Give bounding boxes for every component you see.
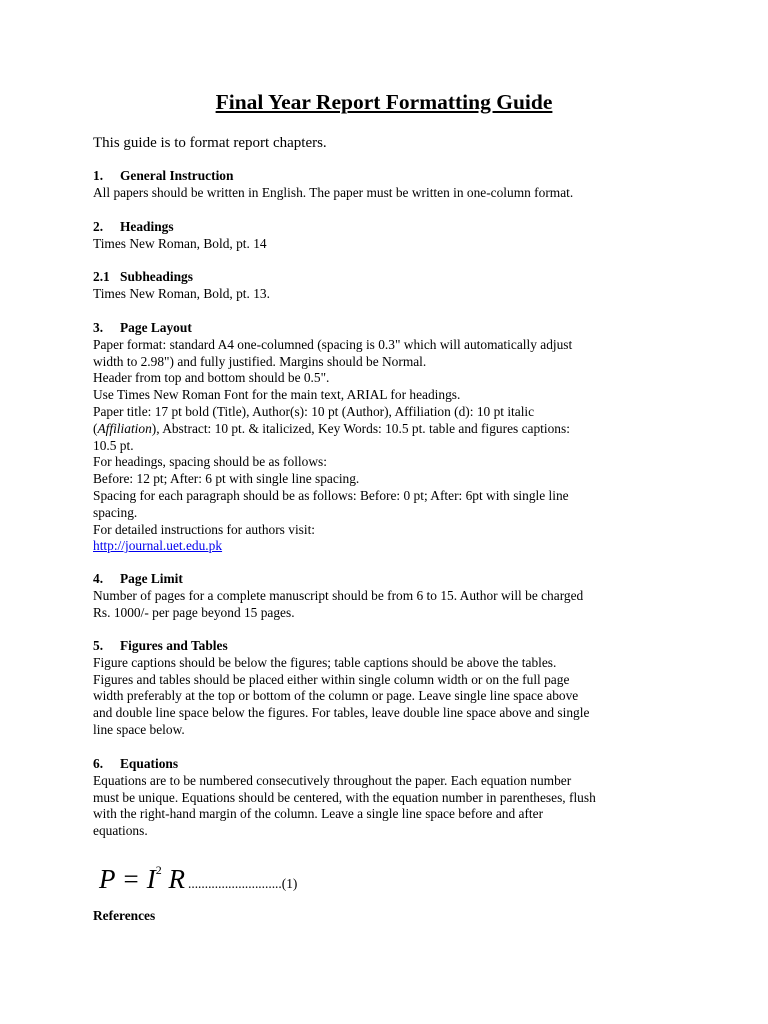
section-number: 2.	[93, 219, 104, 234]
page-title: Final Year Report Formatting Guide	[215, 90, 553, 114]
affiliation-italic: Affiliation	[97, 420, 152, 436]
section-number: 5.	[93, 638, 104, 653]
section-heading	[93, 269, 673, 286]
body-line: Times New Roman, Bold, pt. 14	[93, 235, 267, 251]
journal-link[interactable]: http://journal.uet.edu.pk	[93, 538, 223, 554]
body-line: Header from top and bottom should be 0.5".	[93, 370, 330, 386]
body-line: Figure captions should be below the figures; table captions should be above the tables.	[93, 654, 557, 670]
section-headings	[93, 219, 673, 253]
body-line: with the right-hand margin of the column. Leave a single line space before and after	[93, 806, 544, 822]
equation-lhs: P = I	[99, 864, 156, 894]
section-equations	[93, 756, 673, 840]
section-general-instruction	[93, 168, 673, 202]
body-line: equations.	[93, 823, 148, 839]
section-heading	[93, 638, 673, 655]
section-figures-tables	[93, 638, 673, 739]
body-line: For detailed instructions for authors visit:	[93, 521, 316, 537]
paren-open: (	[93, 420, 98, 436]
body-line: Paper format: standard A4 one-columned (spacing is 0.3" which will automatically adjust	[93, 336, 573, 352]
section-number: 6.	[93, 756, 104, 771]
body-line: Times New Roman, Bold, pt. 13.	[93, 285, 270, 301]
body-line: line space below.	[93, 721, 185, 737]
section-title: Subheadings	[120, 269, 193, 284]
body-line: width to 2.98") and fully justified. Margins should be Normal.	[93, 353, 427, 369]
body-line: spacing.	[93, 504, 138, 520]
body-line: Figures and tables should be placed either within single column width or on the full page	[93, 671, 570, 687]
body-line: Before: 12 pt; After: 6 pt with single line spacing.	[93, 471, 360, 487]
body-line: and double line space below the figures. For tables, leave double line space above and single	[93, 705, 590, 721]
section-number: 2.1	[93, 269, 110, 284]
section-subheadings	[93, 269, 673, 303]
body-line: Use Times New Roman Font for the main text, ARIAL for headings.	[93, 387, 461, 403]
section-page-limit	[93, 571, 673, 621]
section-title: Page Limit	[120, 571, 183, 586]
body-line: Rs. 1000/- per page beyond 15 pages.	[93, 604, 295, 620]
section-heading	[93, 168, 673, 185]
body-line: width preferably at the top or bottom of the column or page. Leave single line space above	[93, 688, 579, 704]
section-heading	[93, 219, 673, 236]
section-title: Headings	[120, 219, 174, 234]
section-page-layout	[93, 320, 673, 555]
equation-rhs: R	[168, 864, 185, 894]
section-heading	[93, 756, 673, 773]
section-title: Figures and Tables	[120, 638, 228, 653]
body-line: must be unique. Equations should be centered, with the equation number in parentheses, flush	[93, 789, 596, 805]
section-heading	[93, 320, 673, 337]
equation-exponent: 2	[155, 863, 162, 877]
body-line: 10.5 pt.	[93, 437, 134, 453]
body-line: All papers should be written in English. The paper must be written in one-column format.	[93, 184, 574, 200]
equation-formula	[99, 858, 185, 895]
intro-text: This guide is to format report chapters.	[93, 135, 327, 151]
section-title: Page Layout	[120, 320, 192, 335]
references-heading: References	[93, 908, 156, 923]
section-number: 4.	[93, 571, 104, 586]
section-number: 3.	[93, 320, 104, 335]
body-line: Spacing for each paragraph should be as follows: Before: 0 pt; After: 6pt with single line	[93, 487, 569, 503]
equation-number: ............................(1)	[188, 876, 298, 891]
section-title: Equations	[120, 756, 179, 771]
section-title: General Instruction	[120, 168, 234, 183]
body-line: Equations are to be numbered consecutively throughout the paper. Each equation number	[93, 772, 572, 788]
section-number: 1.	[93, 168, 104, 183]
body-line	[93, 421, 673, 438]
section-heading	[93, 571, 673, 588]
body-line: Number of pages for a complete manuscript should be from 6 to 15. Author will be charged	[93, 587, 584, 603]
line-rest: ), Abstract: 10 pt. & italicized, Key Words: 10.5 pt. table and figures captions:	[151, 420, 570, 436]
body-line: Paper title: 17 pt bold (Title), Author(s): 10 pt (Author), Affiliation (d): 10 pt italic	[93, 403, 535, 419]
body-line: For headings, spacing should be as follows:	[93, 454, 327, 470]
